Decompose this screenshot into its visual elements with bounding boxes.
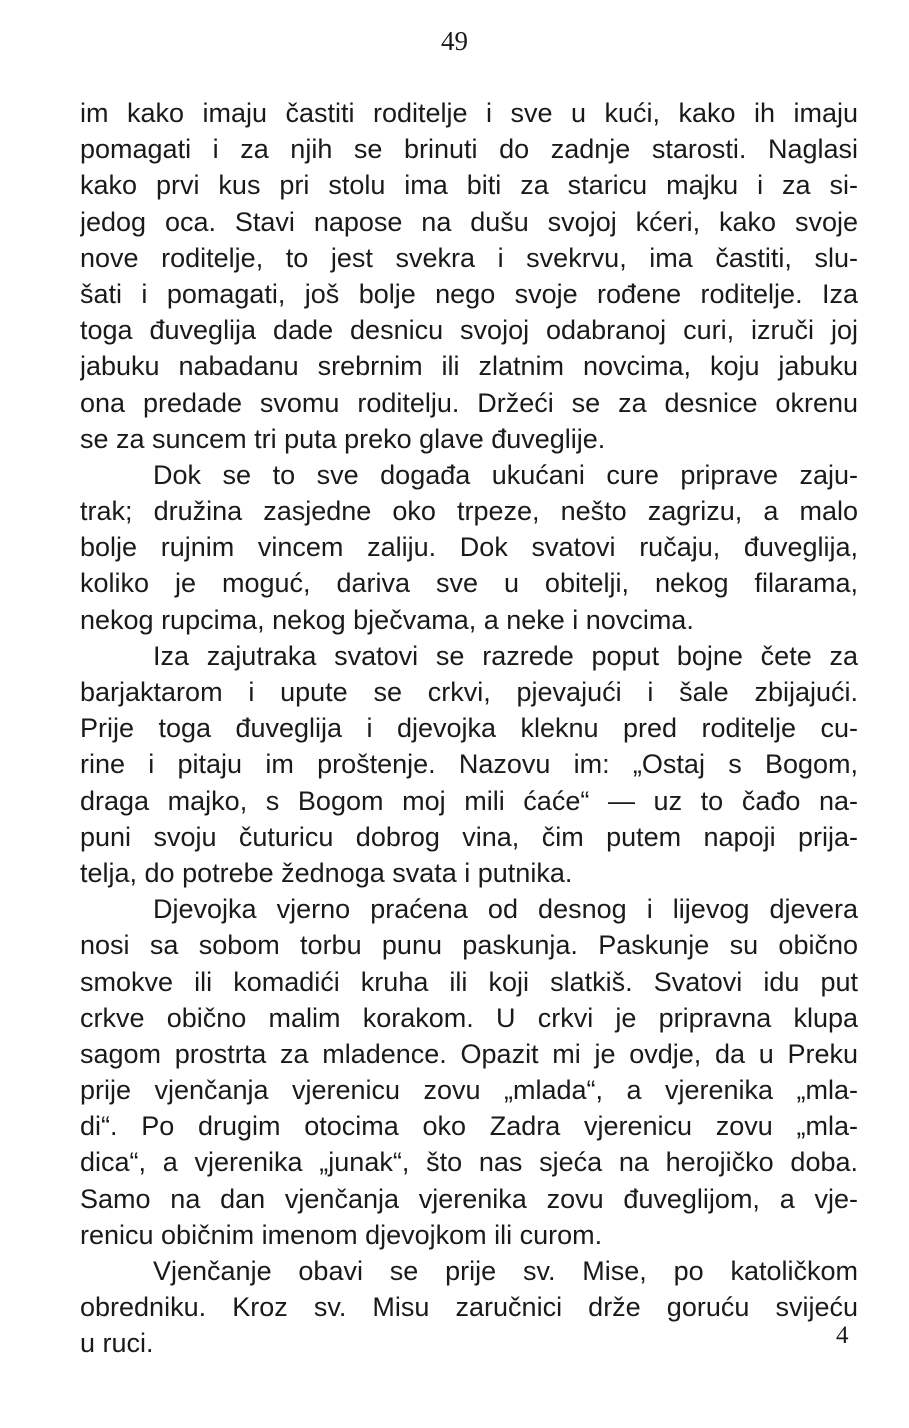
text-line: u ruci. <box>80 1328 154 1359</box>
text-line: di“. Po drugim otocima oko Zadra vjerenicu zovu „mla- <box>80 1111 858 1142</box>
text-line: prije vjenčanja vjerenicu zovu „mlada“, a vjerenika „mla- <box>80 1075 858 1106</box>
text-line: im kako imaju častiti roditelje i sve u kući, kako ih imaju <box>80 98 858 128</box>
text-line: trak; družina zasjedne oko trpeze, nešto zagrizu, a malo <box>80 496 858 527</box>
text-line: Samo na dan vjenčanja vjerenika zovu đuveglijom, a vje- <box>80 1183 858 1214</box>
text-line: dica“, a vjerenika „junak“, što nas sjeća na herojičko doba. <box>80 1147 858 1178</box>
text-line: Dok se to sve događa ukućani cure priprave zaju- <box>153 459 858 490</box>
page-number: 49 <box>441 26 468 56</box>
text-line: renicu običnim imenom djevojkom ili curom. <box>80 1219 603 1250</box>
text-line: se za suncem tri puta preko glave đuveglije. <box>80 423 606 454</box>
text-line: smokve ili komadići kruha ili koji slatkiš. Svatovi idu put <box>80 966 858 997</box>
text-line: telja, do potrebe žednoga svata i putnika. <box>80 857 573 888</box>
body-text <box>80 95 858 1362</box>
text-line: nekog rupcima, nekog bječvama, a neke i novcima. <box>80 604 694 635</box>
text-line: rine i pitaju im proštenje. Nazovu im: „Ostaj s Bogom, <box>80 749 858 780</box>
text-line: Iza zajutraka svatovi se razrede poput bojne čete za <box>153 640 858 671</box>
text-line: kako prvi kus pri stolu ima biti za staricu majku i za si- <box>80 170 858 201</box>
text-line: crkve obično malim korakom. U crkvi je pripravna klupa <box>80 1002 858 1033</box>
text-line: puni svoju čuturicu dobrog vina, čim putem napoji prija- <box>80 821 858 852</box>
text-line: jedog oca. Stavi napose na dušu svojoj kćeri, kako svoje <box>80 206 858 237</box>
text-line: koliko je moguć, dariva sve u obitelji, nekog filarama, <box>80 568 858 599</box>
text-line: Prije toga đuveglija i djevojka kleknu pred roditelje cu- <box>80 713 858 744</box>
text-line: nove roditelje, to jest svekra i svekrvu, ima častiti, slu- <box>80 242 858 273</box>
text-line: ona predade svomu roditelju. Držeći se za desnice okrenu <box>80 387 858 418</box>
text-line: draga majko, s Bogom moj mili ćaće“ — uz to čađo na- <box>80 785 858 816</box>
text-line: toga đuveglija dade desnicu svojoj odabranoj curi, izruči joj <box>80 315 858 346</box>
text-line: obredniku. Kroz sv. Misu zaručnici drže goruću svijeću <box>80 1292 858 1323</box>
signature-mark: 4 <box>836 1322 849 1349</box>
text-line: jabuku nabadanu srebrnim ili zlatnim novcima, koju jabuku <box>80 351 858 382</box>
text-line: šati i pomagati, još bolje nego svoje rođene roditelje. Iza <box>80 278 858 309</box>
text-line: pomagati i za njih se brinuti do zadnje starosti. Naglasi <box>80 134 858 165</box>
text-line: bolje rujnim vincem zaliju. Dok svatovi ručaju, đuveglija, <box>80 532 858 563</box>
text-line: nosi sa sobom torbu punu paskunja. Paskunje su obično <box>80 930 858 961</box>
text-line: barjaktarom i upute se crkvi, pjevajući i šale zbijajući. <box>80 677 858 707</box>
text-line: sagom prostrta za mladence. Opazit mi je ovdje, da u Preku <box>80 1038 858 1069</box>
text-line: Djevojka vjerno praćena od desnog i lijevog djevera <box>153 894 858 925</box>
text-line: Vjenčanje obavi se prije sv. Mise, po katoličkom <box>153 1256 858 1286</box>
